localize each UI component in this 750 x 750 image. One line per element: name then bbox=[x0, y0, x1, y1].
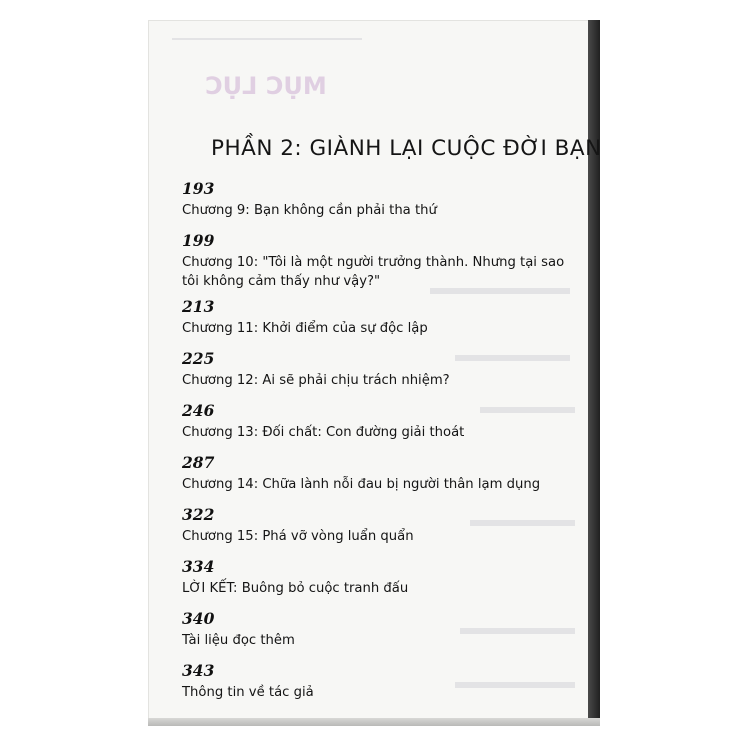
toc-chapter-title bbox=[182, 253, 572, 291]
toc-page-number: 213 bbox=[182, 297, 215, 316]
toc-chapter-title: Chương 9: Bạn không cần phải tha thứ bbox=[182, 203, 437, 218]
toc-chapter-title: LỜI KẾT: Buông bỏ cuộc tranh đấu bbox=[182, 581, 409, 596]
toc-chapter-title-line-1: Chương 10: "Tôi là một người trưởng thành. Nhưng tại sao bbox=[182, 255, 565, 270]
toc-chapter-title-line-2: tôi không cảm thấy như vậy?" bbox=[182, 274, 381, 289]
toc-entry bbox=[182, 662, 572, 702]
section-heading: PHẦN 2: GIÀNH LẠI CUỘC ĐỜI BẠN bbox=[211, 136, 602, 161]
toc-chapter-title: Chương 11: Khởi điểm của sự độc lập bbox=[182, 321, 428, 336]
toc-chapter-title: Thông tin về tác giả bbox=[182, 685, 314, 700]
toc-entry bbox=[182, 402, 572, 442]
page-edge-shadow bbox=[588, 20, 600, 724]
toc-entry bbox=[182, 350, 572, 390]
toc-chapter-title: Chương 12: Ai sẽ phải chịu trách nhiệm? bbox=[182, 373, 450, 388]
toc-entry bbox=[182, 558, 572, 598]
toc-page-number: 225 bbox=[182, 349, 215, 368]
toc-page-number: 287 bbox=[182, 453, 215, 472]
toc-chapter-title: Chương 14: Chữa lành nỗi đau bị người thân lạm dụng bbox=[182, 477, 541, 492]
toc-entry bbox=[182, 506, 572, 546]
toc-page-number: 193 bbox=[182, 179, 215, 198]
toc-entry bbox=[182, 454, 572, 494]
toc-chapter-title: Chương 13: Đối chất: Con đường giải thoát bbox=[182, 425, 465, 440]
toc-page-number: 340 bbox=[182, 609, 215, 628]
toc-entry bbox=[182, 298, 572, 338]
toc-entry bbox=[182, 610, 572, 650]
toc-chapter-title: Tài liệu đọc thêm bbox=[182, 633, 295, 648]
toc-page-number: 322 bbox=[182, 505, 215, 524]
show-through-title: MỤC LỤC bbox=[205, 72, 327, 100]
page-bottom-shadow bbox=[148, 718, 600, 726]
toc-page-number: 334 bbox=[182, 557, 215, 576]
toc-entry bbox=[182, 232, 572, 291]
toc-page-number: 199 bbox=[182, 231, 215, 250]
toc-page-number: 343 bbox=[182, 661, 215, 680]
toc-chapter-title: Chương 15: Phá vỡ vòng luẩn quẩn bbox=[182, 529, 414, 544]
toc-page-number: 246 bbox=[182, 401, 215, 420]
toc-entry bbox=[182, 180, 572, 220]
